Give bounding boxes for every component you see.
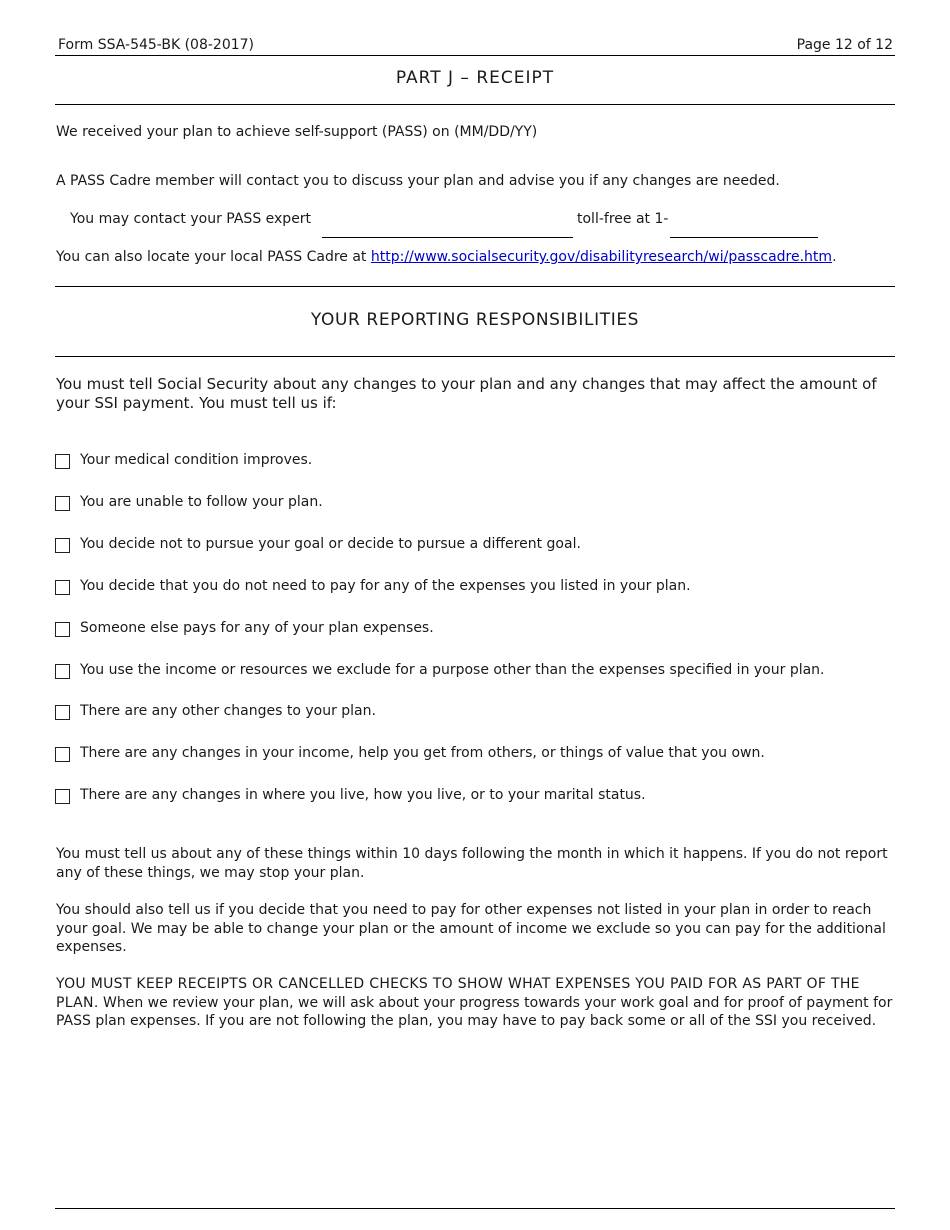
footer-divider (55, 1208, 895, 1209)
checklist-item: You decide that you do not need to pay for any of the expenses you listed in your plan. (80, 578, 691, 594)
checkbox-living-changes[interactable] (55, 789, 70, 804)
keep-receipts-paragraph (56, 975, 898, 1031)
checklist-item: Someone else pays for any of your plan expenses. (80, 620, 434, 636)
locate-cadre-text (56, 248, 837, 266)
checklist-item: Your medical condition improves. (80, 452, 313, 468)
report-deadline-paragraph: You must tell us about any of these things within 10 days following the month in which it happens. If you do not report any of these things, we may stop your plan. (56, 846, 888, 881)
checklist-item: You decide not to pursue your goal or decide to pursue a different goal. (80, 536, 581, 552)
checkbox-other-purpose[interactable] (55, 664, 70, 679)
checkbox-other-changes[interactable] (55, 705, 70, 720)
keep-receipts-rest: When we review your plan, we will ask about your progress towards your work goal and for proof of payment for PASS plan expenses. If you are not following the plan, you may have to pay back some or all of the SSI you received. (56, 994, 893, 1029)
keep-receipts-caps: YOU MUST KEEP RECEIPTS OR CANCELLED CHECKS TO SHOW WHAT EXPENSES YOU PAID FOR AS PART OF THE PLAN. (56, 976, 860, 1011)
checkbox-change-goal[interactable] (55, 538, 70, 553)
contact-notice: A PASS Cadre member will contact you to discuss your plan and advise you if any changes are needed. (56, 173, 780, 189)
section-divider-top (55, 286, 895, 287)
other-expenses-paragraph: You should also tell us if you decide that you need to pay for other expenses not listed in your plan in order to reach your goal. We may be able to change your plan or the amount of income we exclude so you can pay for the additional expenses. (56, 902, 886, 955)
checklist-item: You use the income or resources we exclude for a purpose other than the expenses specified in your plan. (80, 662, 825, 678)
pass-expert-field[interactable] (322, 210, 572, 228)
checklist-item: There are any changes in where you live, how you live, or to your marital status. (80, 787, 646, 803)
locate-suffix: . (832, 249, 837, 265)
page-number: Page 12 of 12 (796, 37, 893, 53)
responsibilities-title: YOUR REPORTING RESPONSIBILITIES (310, 310, 640, 330)
pass-cadre-link[interactable]: http://www.socialsecurity.gov/disabilityresearch/wi/passcadre.htm (370, 249, 833, 265)
checkbox-someone-else-pays[interactable] (55, 622, 70, 637)
responsibilities-intro: You must tell Social Security about any changes to your plan and any changes that may affect the amount of your SSI payment. You must tell us if: (56, 375, 877, 412)
tollfree-underline (670, 237, 818, 238)
checkbox-medical-condition[interactable] (55, 454, 70, 469)
tollfree-label: toll-free at 1- (577, 211, 669, 227)
tollfree-field[interactable] (670, 210, 818, 228)
section-divider-bottom (55, 356, 895, 357)
pass-expert-underline (322, 237, 573, 238)
form-id: Form SSA-545-BK (08-2017) (58, 37, 254, 53)
part-j-title: PART J – RECEIPT (395, 68, 555, 88)
checklist-item: You are unable to follow your plan. (80, 494, 323, 510)
checkbox-income-changes[interactable] (55, 747, 70, 762)
header-divider (55, 55, 895, 56)
checklist-item: There are any other changes to your plan. (80, 703, 376, 719)
received-date-text: We received your plan to achieve self-support (PASS) on (MM/DD/YY) (56, 124, 538, 140)
part-j-divider (55, 104, 895, 105)
checkbox-unable-follow-plan[interactable] (55, 496, 70, 511)
pass-expert-label: You may contact your PASS expert (70, 211, 312, 227)
locate-prefix: You can also locate your local PASS Cadre at (56, 249, 371, 265)
checkbox-no-expenses-needed[interactable] (55, 580, 70, 595)
checklist-item: There are any changes in your income, help you get from others, or things of value that you own. (80, 745, 765, 761)
